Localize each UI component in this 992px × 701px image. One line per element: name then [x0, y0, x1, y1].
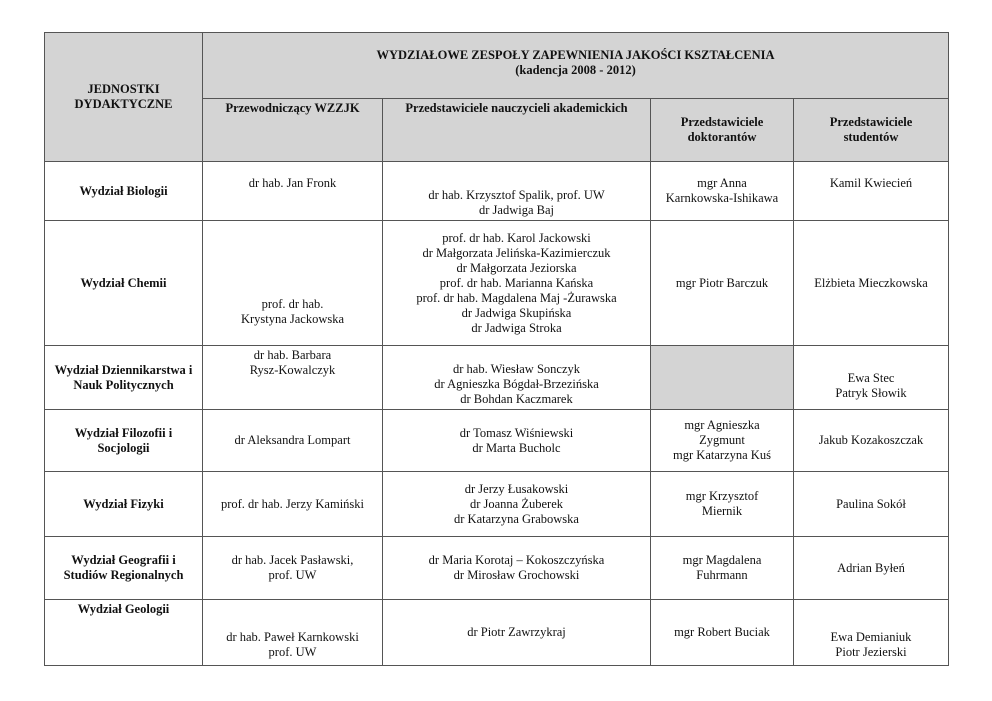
unit-cell: [45, 346, 203, 410]
faculty-name: dr hab. Krzysztof Spalik, prof. UW: [428, 188, 605, 202]
table-subtitle: (kadencja 2008 - 2012): [515, 63, 636, 77]
student-name: Elżbieta Mieczkowska: [814, 275, 928, 290]
phd-column-header: [651, 99, 794, 162]
unit-cell: [45, 410, 203, 472]
phd-column-label: Przedstawiciele doktorantów: [680, 115, 764, 144]
students-column-label: Przedstawiciele studentów: [829, 115, 913, 144]
table-row: [45, 162, 949, 221]
phd-name: mgr Katarzyna Kuś: [673, 448, 771, 462]
student-name: Patryk Słowik: [835, 386, 907, 400]
chair-name: dr hab. Paweł Karnkowski: [226, 630, 359, 644]
chair-column-header: [203, 99, 383, 162]
chair-cell: [203, 410, 383, 472]
phd-name: Zygmunt: [699, 433, 745, 447]
quality-teams-table: [44, 32, 949, 666]
faculty-name: dr Jadwiga Skupińska: [461, 305, 572, 320]
students-cell: [794, 600, 949, 666]
faculty-cell: [383, 346, 651, 410]
phd-name: mgr Agnieszka: [684, 418, 760, 432]
faculty-name: dr Piotr Zawrzykraj: [467, 625, 566, 639]
table-row: [45, 537, 949, 600]
student-name: Piotr Jezierski: [835, 645, 907, 659]
faculty-cell: [383, 162, 651, 221]
unit-name: Wydział Dziennikarstwa i Nauk Politycznych: [54, 362, 193, 392]
faculty-cell: [383, 537, 651, 600]
unit-name: Wydział Fizyki: [83, 496, 164, 511]
faculty-name: dr Joanna Żuberek: [469, 496, 564, 511]
phd-name: mgr Magdalena: [682, 553, 762, 567]
faculty-name: prof. dr hab. Marianna Kańska: [439, 275, 594, 290]
chair-name: prof. UW: [268, 645, 317, 659]
phd-name: mgr Robert Buciak: [674, 625, 770, 639]
phd-cell: [651, 162, 794, 221]
students-cell: [794, 537, 949, 600]
chair-cell: [203, 600, 383, 666]
phd-name: Miernik: [701, 504, 743, 518]
table-row: [45, 221, 949, 346]
faculty-name: dr Katarzyna Grabowska: [454, 511, 579, 526]
phd-name: Karnkowska-Ishikawa: [665, 191, 779, 205]
unit-name: Wydział Geologii: [77, 602, 170, 616]
faculty-name: prof. dr hab. Karol Jackowski: [442, 230, 591, 245]
student-name: Paulina Sokół: [836, 496, 906, 511]
phd-cell: [651, 472, 794, 537]
faculty-name: dr hab. Wiesław Sonczyk: [452, 362, 580, 376]
students-cell: [794, 221, 949, 346]
faculty-name: dr Małgorzata Jelińska-Kazimierczuk: [422, 245, 611, 260]
unit-cell: [45, 162, 203, 221]
faculty-name: dr Jadwiga Stroka: [471, 320, 562, 335]
faculty-cell: [383, 221, 651, 346]
faculty-name: prof. dr hab. Magdalena Maj -Żurawska: [416, 290, 617, 305]
faculty-name: dr Mirosław Grochowski: [453, 568, 580, 582]
chair-name: dr Aleksandra Lompart: [234, 433, 351, 447]
faculty-name: dr Bohdan Kaczmarek: [460, 392, 573, 406]
faculty-name: dr Agnieszka Bógdał-Brzezińska: [434, 377, 599, 391]
chair-name: Rysz-Kowalczyk: [249, 363, 336, 377]
table-row: [45, 600, 949, 666]
units-header: [45, 33, 203, 162]
faculty-name: dr Maria Korotaj – Kokoszczyńska: [428, 553, 605, 567]
student-name: Jakub Kozakoszczak: [818, 433, 924, 447]
chair-cell: [203, 221, 383, 346]
faculty-column-header: [383, 99, 651, 162]
chair-name: prof. dr hab.: [261, 297, 324, 311]
student-name: Ewa Stec: [847, 371, 895, 385]
faculty-name: dr Małgorzata Jeziorska: [456, 260, 577, 275]
student-name: Ewa Demianiuk: [830, 630, 912, 644]
student-name: Kamil Kwiecień: [829, 175, 913, 190]
chair-name: dr hab. Jacek Pasławski,: [231, 553, 354, 567]
faculty-name: dr Marta Bucholc: [472, 440, 561, 455]
table-title: WYDZIAŁOWE ZESPOŁY ZAPEWNIENIA JAKOŚCI KSZTAŁCENIA: [376, 48, 775, 62]
table-row: [45, 472, 949, 537]
students-cell: [794, 410, 949, 472]
chair-name: dr hab. Jan Fronk: [248, 175, 337, 190]
chair-name: Krystyna Jackowska: [240, 312, 345, 326]
student-name: Adrian Byłeń: [837, 560, 905, 575]
unit-name: Wydział Biologii: [79, 183, 168, 198]
chair-name: dr hab. Barbara: [253, 348, 332, 362]
faculty-name: dr Jerzy Łusakowski: [464, 481, 569, 496]
phd-cell: [651, 221, 794, 346]
chair-name: prof. dr hab. Jerzy Kamiński: [220, 496, 365, 511]
faculty-cell: [383, 410, 651, 472]
unit-name: Wydział Filozofii i Socjologii: [74, 425, 173, 455]
chair-cell: [203, 162, 383, 221]
phd-name: mgr Krzysztof: [685, 489, 759, 503]
phd-cell: [651, 410, 794, 472]
table-row: [45, 346, 949, 410]
main-header: [203, 33, 949, 99]
faculty-name: dr Tomasz Wiśniewski: [459, 425, 574, 440]
phd-cell-empty: [651, 346, 794, 410]
units-header-label: JEDNOSTKI DYDAKTYCZNE: [74, 82, 173, 111]
phd-cell: [651, 537, 794, 600]
faculty-name: dr Jadwiga Baj: [479, 203, 554, 217]
unit-cell: [45, 537, 203, 600]
chair-cell: [203, 537, 383, 600]
faculty-cell: [383, 600, 651, 666]
chair-cell: [203, 472, 383, 537]
chair-name: prof. UW: [268, 568, 317, 582]
unit-name: Wydział Geografii i Studiów Regionalnych: [63, 553, 184, 582]
faculty-column-label: Przedstawiciele nauczycieli akademickich: [405, 101, 628, 115]
unit-cell: [45, 221, 203, 346]
students-cell: [794, 346, 949, 410]
table-row: [45, 410, 949, 472]
unit-name: Wydział Chemii: [80, 275, 167, 290]
chair-column-label: Przewodniczący WZZJK: [225, 101, 360, 115]
students-cell: [794, 472, 949, 537]
phd-name: mgr Anna: [697, 176, 747, 190]
unit-cell: [45, 600, 203, 666]
phd-name: mgr Piotr Barczuk: [675, 275, 769, 290]
chair-cell: [203, 346, 383, 410]
unit-cell: [45, 472, 203, 537]
students-cell: [794, 162, 949, 221]
students-column-header: [794, 99, 949, 162]
phd-cell: [651, 600, 794, 666]
faculty-cell: [383, 472, 651, 537]
phd-name: Fuhrmann: [696, 568, 748, 582]
